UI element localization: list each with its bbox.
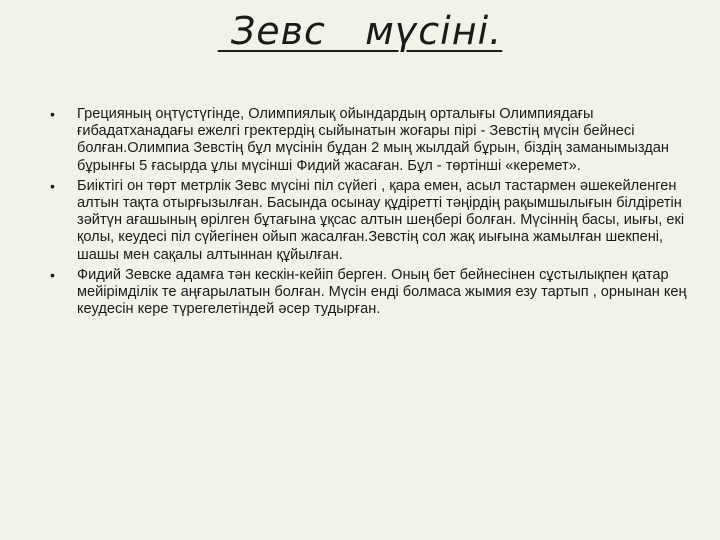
bullet-item — [50, 178, 690, 264]
bullet-dot-icon: • — [50, 177, 55, 194]
slide-title — [0, 8, 720, 54]
slide-title-text: Зевс мүсіні. — [217, 9, 503, 53]
bullet-dot-icon: • — [50, 266, 55, 283]
bullet-text: Фидий Зевске адамға тән кескін-кейіп берген. Оның бет бейнесінен сұстылықпен қатар мейірімділік те аңғарылатын болған. Мүсін енді болмаса жымия езу тартып , орнынан кең кеудесін кере түрегелетіндей әсер тудырған. — [77, 266, 687, 318]
bullet-text: Биіктігі он төрт метрлік Зевс мүсіні піл сүйегі , қара емен, асыл тастармен әшекейленген алтын тақта отырғызылған. Басында осынау құдіретті тәңірдің рақымшылығын білдіретін зәйтүн ағашының өрілген бұтағына ұқсас алтын шеңбері болған. Мүсіннің басы, иығы, екі қолы, кеудесі піл сүйегінен ойып жасалған.Зевстің сол жақ иығына жамылған шекпені, шашы мен сақалы алтыннан құйылған. — [77, 177, 685, 263]
bullet-item — [50, 267, 690, 319]
bullet-text: Грецияның оңтүстүгінде, Олимпиялық ойындардың орталығы Олимпиядағы ғибадатханадағы ежелгі гректердің сыйынатын жоғары пірі - Зевстің мүсін бейнесі болған.Олимпиа Зевстің бұл мүсінін бұдан 2 мың жылдай бұрын, біздің заманымыздан бұрынғы 5 ғасырда ұлы мүсінші Фидий жасаған. Бұл - төртінші «керемет». — [77, 106, 669, 174]
bullet-list — [50, 106, 690, 321]
bullet-item — [50, 106, 690, 175]
bullet-dot-icon: • — [50, 106, 55, 122]
